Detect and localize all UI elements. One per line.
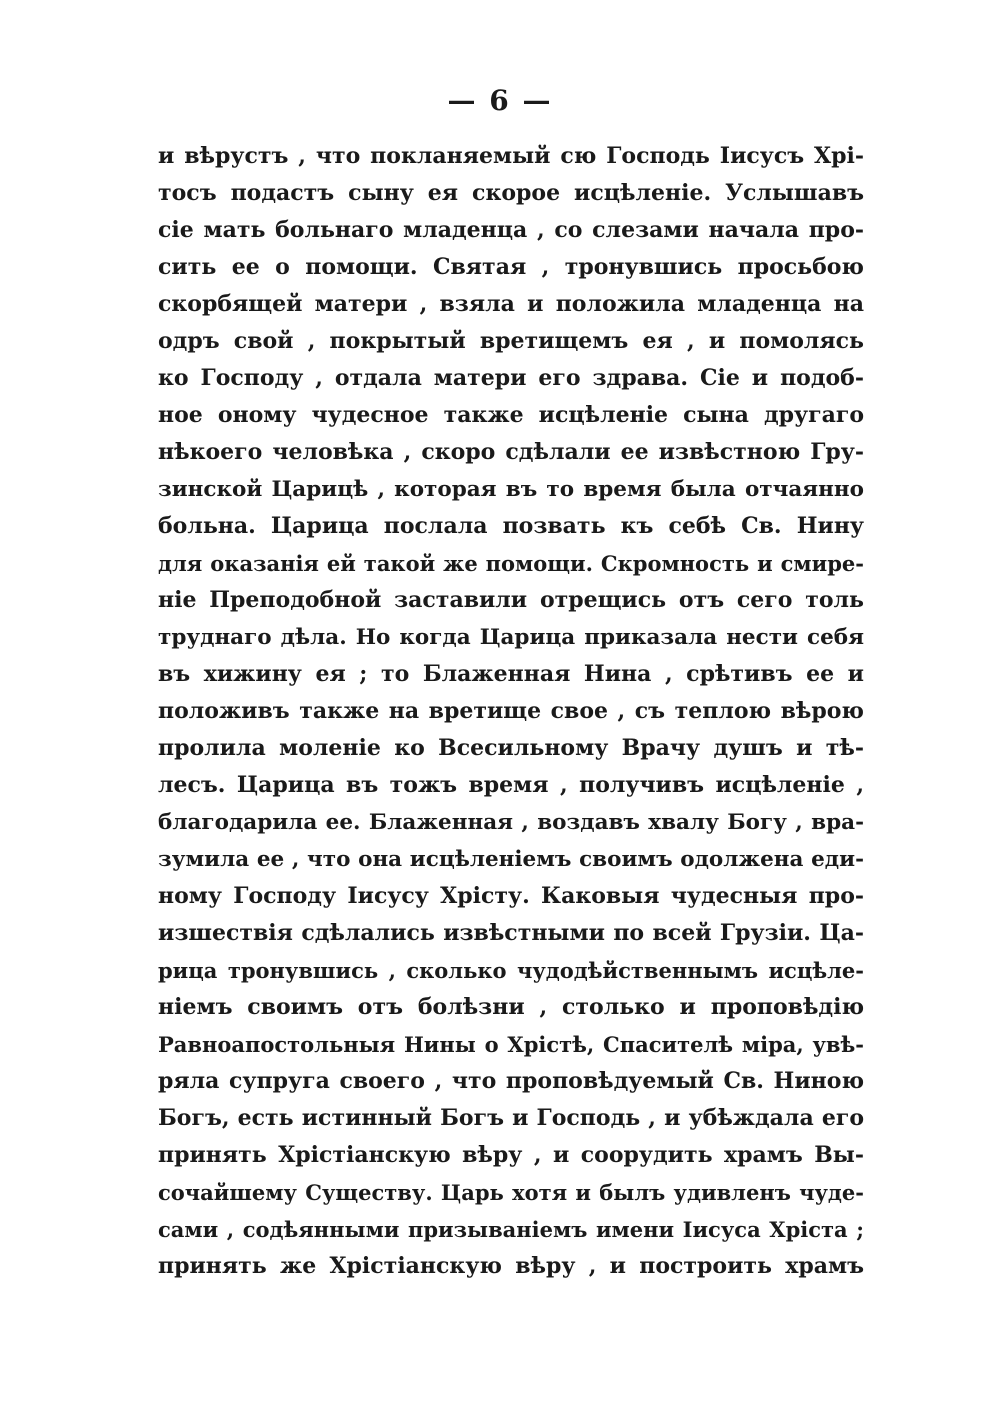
text-line: одръ свой , покрытый вретищемъ ея , и помолясь	[158, 328, 864, 354]
text-line: Богъ, есть истинный Богъ и Господь , и убѣждала его	[158, 1105, 864, 1131]
text-line: ное оному чудесное также исцѣленіе сына другаго	[158, 402, 864, 428]
text-line: изшествія сдѣлались извѣстными по всей Грузіи. Ца-	[158, 920, 864, 946]
text-line: ніемъ своимъ отъ болѣзни , столько и проповѣдію	[158, 994, 864, 1020]
text-line: пролила моленіе ко Всесильному Врачу душъ и тѣ-	[158, 735, 864, 761]
text-line: ряла супруга своего , что проповѣдуемый Св. Ниною	[158, 1068, 864, 1094]
text-line: скорбящей матери , взяла и положила младенца на	[158, 291, 864, 317]
text-line: и вѣрустъ , что покланяемый сю Господь Іисусъ Хрі-	[158, 143, 864, 169]
text-line: труднаго дѣла. Но когда Царица приказала нести себя	[158, 625, 864, 650]
text-line: лесъ. Царица въ тожъ время , получивъ исцѣленіе ,	[158, 772, 864, 798]
text-line: ному Господу Іисусу Хрісту. Каковыя чудесныя про-	[158, 883, 864, 909]
page-number: — 6 —	[447, 84, 553, 117]
text-line: зумила ее , что она исцѣленіемъ своимъ одолжена еди-	[158, 847, 864, 872]
text-line: сочайшему Существу. Царь хотя и былъ удивленъ чуде-	[158, 1180, 864, 1205]
text-line: ко Господу , отдала матери его здрава. Сіе и подоб-	[158, 365, 864, 391]
text-line: сить ее о помощи. Святая , тронувшись просьбою	[158, 254, 864, 280]
text-line: въ хижину ея ; то Блаженная Нина , срѣтивъ ее и	[158, 661, 864, 687]
text-line: Равноапостольныя Нины о Хрістѣ, Спасителѣ міра, увѣ-	[158, 1032, 864, 1057]
body-text	[158, 138, 864, 1285]
text-line: положивъ также на вретище свое , съ теплою вѣрою	[158, 698, 864, 724]
text-line: рица тронувшись , сколько чудодѣйственнымъ исцѣле-	[158, 958, 864, 983]
text-line: принять же Хрістіанскую вѣру , и построить храмъ	[158, 1253, 864, 1279]
text-line: больна. Царица послала позвать къ себѣ Св. Нину	[158, 513, 864, 539]
text-line: сами , содѣянными призываніемъ имени Іисуса Хріста ;	[158, 1217, 864, 1242]
text-line: зинской Царицѣ , которая въ то время была отчаянно	[158, 477, 864, 502]
text-line: ніе Преподобной заставили отрещись отъ сего толь	[158, 587, 864, 613]
text-line: принять Хрістіанскую вѣру , и соорудить храмъ Вы-	[158, 1142, 864, 1168]
text-line: для оказанія ей такой же помощи. Скромность и смире-	[158, 551, 864, 576]
text-line: сіе мать больнаго младенца , со слезами начала про-	[158, 217, 864, 243]
text-line: тосъ подастъ сыну ея скорое исцѣленіе. Услышавъ	[158, 180, 864, 206]
text-line: благодарила ее. Блаженная , воздавъ хвалу Богу , вра-	[158, 810, 864, 835]
text-line: нѣкоего человѣка , скоро сдѣлали ее извѣстною Гру-	[158, 439, 864, 465]
